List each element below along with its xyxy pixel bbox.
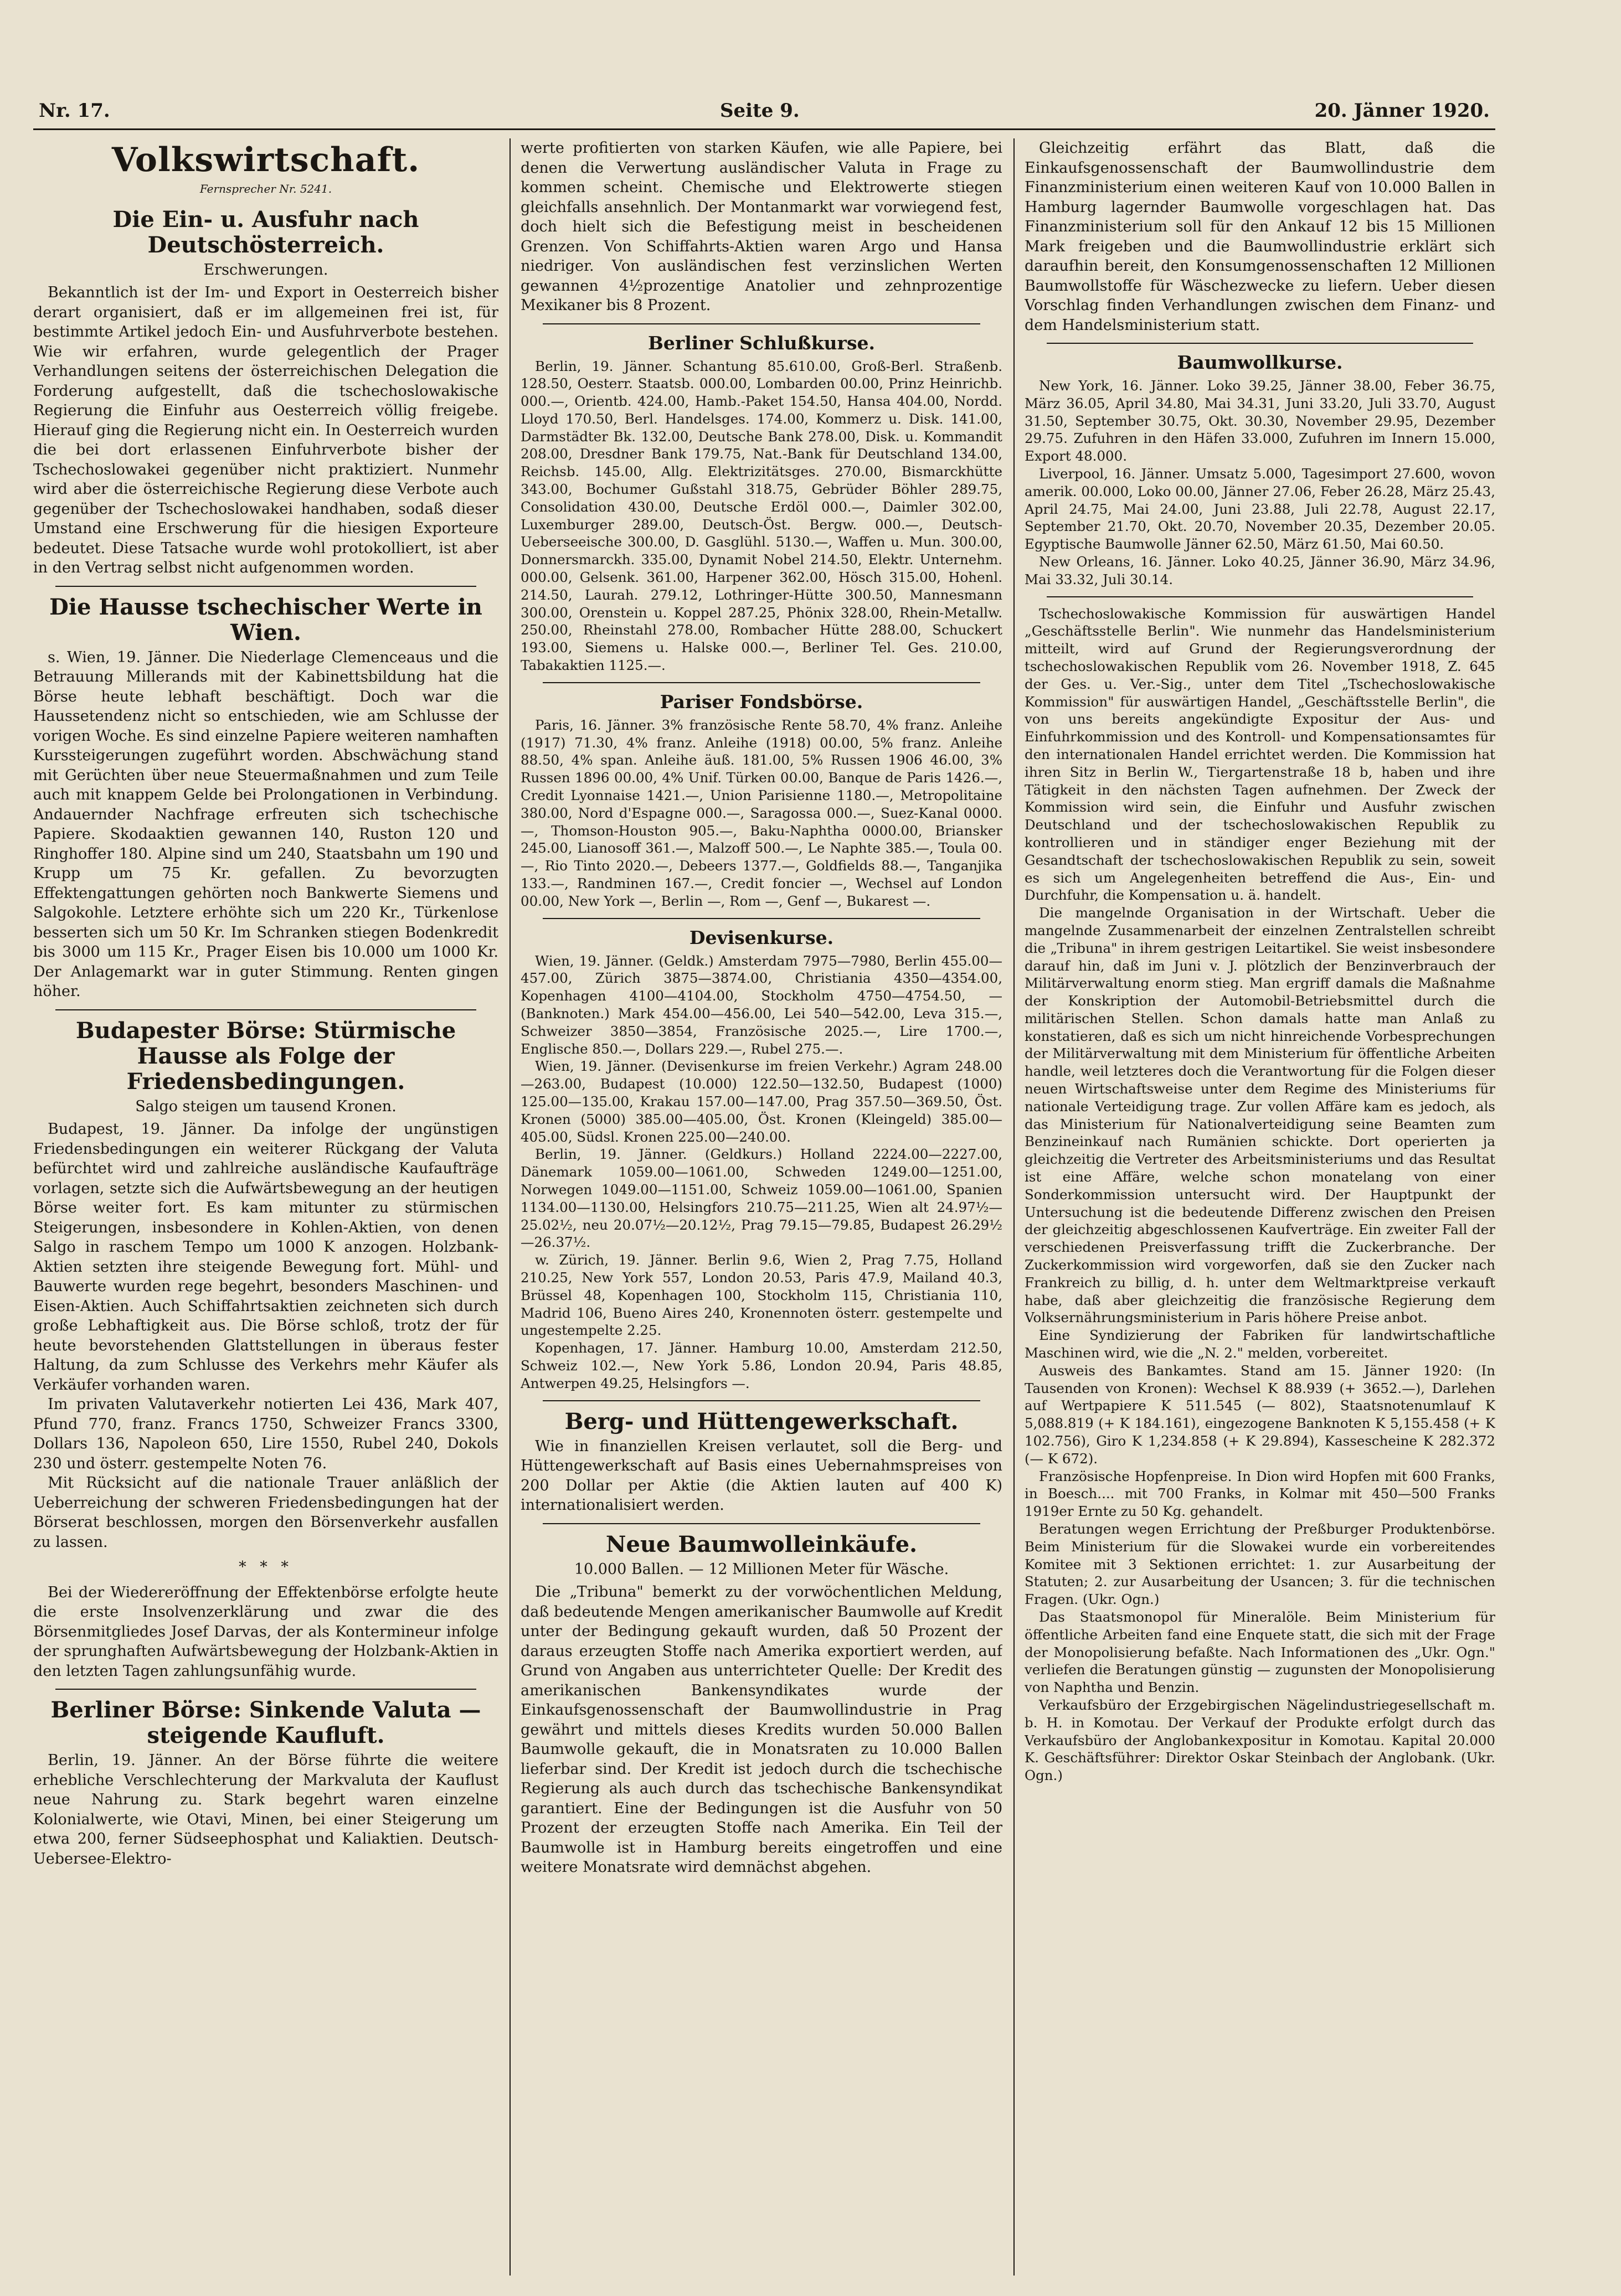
article-title: Pariser Fondsbörse. [660, 690, 863, 713]
article-text: Wie in finanziellen Kreisen verlautet, soll die Berg- und Hüttengewerkschaft auf Basis eines Uebernahmspreises von 200 Dollar per Aktie (die Aktien lauten auf 400 K) internationalisiert werden. [521, 1437, 1002, 1514]
article-text: werte profitierten von starken Käufen, wie alle Papiere, bei denen die Verwertung ausländischer Valuta in Frage zu kommen scheint. Chemische und Elektrowerte stiegen gleichfalls ansehnlich. Der Montanmarkt war vorwiegend fest, doch hielt sich die Befestigung meist in bescheidenen Grenzen. Von Schiffahrts-Aktien waren Argo und Hansa niedriger. Von ausländischen fest verzinslichen Werten gewannen 4½prozentige Anatolier und zehnprozentige Mexikaner bis 8 Prozent. [521, 140, 1002, 314]
article-text: s. Wien, 19. Jänner. Die Niederlage Clemenceaus und die Betrauung Millerands mit der Kabinettsbildung hat die Börse heute lebhaft beschäftigt. Doch war die Haussetendenz nicht so entschieden, wie am Schlusse der vorigen Woche. Es sind einzelne Papiere weiteren namhaften Kurssteigerungen zugeführt worden. Abschwächung stand mit Gerüchten über neue Steuermaßnahmen und zum Teile auch mit knappem Gelde bei Prolongationen in Verbindung. Andauernder Nachfrage erfreuten sich tschechische Papiere. Skodaaktien gewannen 140, Ruston 120 und Ringhoffer 180. Alpine sind um 240, Staatsbahn um 190 und Krupp um 75 Kr. gefallen. Zu bevorzugten Effektengattungen gehörten noch Bankwerte Siemens und Salgokohle. Letztere erhöhte sich um 220 Kr., Türkenlose besserten sich um 50 Kr. Im Schranken stiegen Bodenkredit bis 3000 um 115 Kr., Prager Eisen bis 10.000 um 1000 Kr. Der Anlagemarkt war in guter Stimmung. Renten gingen höher. [33, 648, 498, 1000]
divider [543, 1523, 980, 1524]
article-subtitle: Salgo steigen um tausend Kronen. [135, 1097, 397, 1115]
column-2 [521, 138, 1002, 2276]
article-text: Gleichzeitig erfährt das Blatt, daß die Einkaufsgenossenschaft der Baumwollindustrie dem Finanzministerium einen weiteren Kauf von 10.000 Ballen in Hamburg lagernder Baumwolle vorgeschlagen hat. Das Finanzministerium soll für den Ankauf 12 bis 15 Millionen Mark freigeben und die Baumwollindustrie erklärt sich daraufhin bereit, den Konsumgenossenschaften 12 Millionen Baumwollstoffe für Wäschezwecke zu liefern. Ueber diesen Vorschlag finden Verhandlungen zwischen dem Finanz- und dem Handelsministerium statt. [1025, 140, 1495, 334]
page-number: Seite 9. [720, 100, 800, 122]
article-title: Devisenkurse. [689, 926, 834, 948]
issue-date: 20. Jänner 1920. [1314, 100, 1490, 122]
article-text: Bekanntlich ist der Im- und Export in Oesterreich bisher derart organisiert, daß er im allgemeinen frei ist, für bestimmte Artikel jedoch Ein- und Ausfuhrverbote bestehen. Wie wir erfahren, wurde gelegentlich der Prager Verhandlungen seitens der österreichischen Delegation die Forderung aufgestellt, daß die tschechoslowakische Regierung die Einfuhr aus Oesterreich völlig freigebe. Hierauf ging die Regierung nicht ein. In Oesterreich wurden die bei dort erlassenen Einfuhrverbote bisher der Tschechoslowakei gegenüber nicht praktiziert. Nunmehr wird aber die österreichische Regierung diese Verbote auch gegenüber der Tschechoslowakei handhaben, sodaß dieser Umstand eine Erschwerung für die hiesigen Exporteure bedeutet. Diese Tatsache wurde wohl protokolliert, ist aber in den Vertrag selbst nicht aufgenommen worden. [33, 284, 498, 576]
article-title: Neue Baumwolleinkäufe. [605, 1531, 918, 1557]
article-text: Mit Rücksicht auf die nationale Trauer anläßlich der Ueberreichung der schweren Friedensbedingungen hat der Börserat beschlossen, morgen den Börsenverkehr ausfallen zu lassen. [33, 1474, 498, 1551]
divider [1047, 343, 1473, 344]
market-quotes: New Orleans, 16. Jänner. Loko 40.25, Jänner 36.90, März 34.96, Mai 33.32, Juli 30.14. [1025, 553, 1495, 587]
column-divider [1013, 138, 1015, 2276]
separator-stars: * * * [239, 1559, 293, 1576]
news-item: Eine Syndizierung der Fabriken für landwirtschaftliche Maschinen wird, wie die „N. 2." melden, vorbereitet. [1025, 1327, 1495, 1361]
news-item: Ausweis des Bankamtes. Stand am 15. Jänner 1920: (In Tausenden von Kronen): Wechsel K 88.939 (+ 3652.—), Darlehen auf Wertpapiere K 511.545 (— 802), Staatsnotenumlauf K 5,088.819 (+ K 184.161), eingezogene Banknoten K 5,155.458 (+ K 102.756), Giro K 1,234.858 (+ K 29.894), Kassescheine K 282.372 (— K 672). [1025, 1362, 1495, 1467]
news-item: Verkaufsbüro der Erzgebirgischen Nägelindustriegesellschaft m. b. H. in Komotau. Der Verkauf der Produkte erfolgt durch das Verkaufsbüro der Anglobankexpositur in Komotau. Kapital 20.000 K. Geschäftsführer: Direktor Oskar Steinbach der Anglobank. (Ukr. Ogn.) [1025, 1696, 1495, 1784]
article-text: Budapest, 19. Jänner. Da infolge der ungünstigen Friedensbedingungen ein weiterer Rückgang der Valuta befürchtet wird und zahlreiche ausländische Kaufaufträge vorlagen, setzte sich die Aufwärtsbewegung an der heutigen Börse weiter fort. Es kam mitunter zu stürmischen Steigerungen, insbesondere in Kohlen-Aktien, von denen Salgo in raschem Tempo um 1000 K anzogen. Holzbank-Aktien setzten ihre steigende Bewegung fort. Mühl- und Bauwerte wurden rege begehrt, besonders Maschinen- und Eisen-Aktien. Auch Schiffahrtsaktien zeichneten sich durch große Lebhaftigkeit aus. Die Börse schloß, trotz der für heute bevorstehenden Glattstellungen in überaus fester Haltung, da zum Schlusse des Verkehrs mehr Käufer als Verkäufer vorhanden waren. [33, 1121, 498, 1394]
article-title: Die Ein- u. Ausfuhr nach Deutschösterreich. [112, 206, 419, 258]
divider [543, 1400, 980, 1401]
market-quotes: Kopenhagen, 17. Jänner. Hamburg 10.00, Amsterdam 212.50, Schweiz 102.—, New York 5.86, London 20.94, Paris 48.85, Antwerpen 49.25, Helsingfors —. [521, 1340, 1002, 1391]
market-quotes: Wien, 19. Jänner. (Devisenkurse im freien Verkehr.) Agram 248.00—263.00, Budapest (10.000) 122.50—132.50, Budapest (1000) 125.00—135.00, Krakau 157.00—147.00, Prag 357.50—369.50, Öst. Kronen (5000) 385.00—405.00, Öst. Kronen (Kleingeld) 385.00—405.00, Südsl. Kronen 225.00—240.00. [521, 1058, 1002, 1145]
column-3 [1025, 138, 1495, 2276]
article-title: Berg- und Hüttengewerkschaft. [564, 1408, 959, 1435]
section-title: Volkswirtschaft. [111, 141, 420, 179]
news-item: Tschechoslowakische Kommission für auswärtigen Handel „Geschäftsstelle Berlin". Wie nunmehr das Handelsministerium mitteilt, wird auf Grund der Regierungsverordnung der tschechoslowakischen Republik vom 26. November 1918, Z. 645 der Ges. u. Ver.-Sig., unter dem Titel „Tschechoslowakische Kommission" für auswärtigen Handel, „Geschäftsstelle Berlin", die von uns bereits angekündigte Expositur der Aus- und Einfuhrkommission und des Kontroll- und Kompensationsamtes für den internationalen Handel errichtet werden. Die Kommission hat ihren Sitz in Berlin W., Tiergartenstraße 18 b, haben und ihre Tätigkeit in den nächsten Tagen aufnehmen. Der Zweck der Kommission wird sein, die Einfuhr und Ausfuhr zwischen Deutschland und der tschechoslowakischen Republik zu kontrollieren und in ständiger enger Beziehung mit der Gesandtschaft der tschechoslowakischen Republik zu sein, soweit es sich um Angelegenheiten betreffend die Aus-, Ein- und Durchfuhr, die Kompensation u. ä. handelt. [1025, 605, 1495, 904]
news-item: Das Staatsmonopol für Mineralöle. Beim Ministerium für öffentliche Arbeiten fand eine Enquete statt, die sich mit der Frage der Monopolisierung befaßte. Nach Informationen des „Ukr. Ogn." verliefen die Beratungen günstig — zugunsten der Monopolisierung von Naphtha und Benzin. [1025, 1608, 1495, 1696]
phone-note: Fernsprecher Nr. 5241. [199, 182, 332, 195]
market-quotes: New York, 16. Jänner. Loko 39.25, Jänner 38.00, Feber 36.75, März 36.05, April 34.80, Mai 34.31, Juni 33.20, Juli 33.70, August 31.50, September 30.75, Okt. 30.30, November 29.95, Dezember 29.75. Zufuhren in den Häfen 33.000, Zufuhren im Innern 15.000, Export 48.000. [1025, 378, 1495, 465]
news-item: Französische Hopfenpreise. In Dion wird Hopfen mit 600 Franks, in Boesch.... mit 700 Franks, in Kolmar mit 450—500 Franks 1919er Ernte zu 50 Kg. gehandelt. [1025, 1468, 1495, 1520]
article-text: Im privaten Valutaverkehr notierten Lei 436, Mark 407, Pfund 770, franz. Francs 1750, Schweizer Francs 3300, Dollars 136, Napoleon 650, Lire 1550, Rubel 240, Dokols 230 und österr. gestempelte Noten 76. [33, 1396, 498, 1472]
article-subtitle: 10.000 Ballen. — 12 Millionen Meter für Wäsche. [574, 1560, 949, 1578]
divider [1047, 596, 1473, 597]
market-quotes: Berlin, 19. Jänner. (Geldkurs.) Holland 2224.00—2227.00, Dänemark 1059.00—1061.00, Schweden 1249.00—1251.00, Norwegen 1049.00—1151.00, Schweiz 1059.00—1061.00, Spanien 1134.00—1130.00, Helsingfors 210.75—211.25, Wien alt 24.97½—25.02½, neu 20.07½—20.12½, Prag 79.15—79.85, Budapest 26.29½—26.37½. [521, 1146, 1002, 1251]
news-item: Beratungen wegen Errichtung der Preßburger Produktenbörse. Beim Ministerium für die Slowakei wurde ein vorbereitendes Komitee mit 3 Sektionen errichtet: 1. zur Ausarbeitung der Statuten; 2. zur Ausarbeitung der Usancen; 3. für die technischen Fragen. (Ukr. Ogn.) [1025, 1521, 1495, 1608]
market-quotes: Berlin, 19. Jänner. Schantung 85.610.00, Groß-Berl. Straßenb. 128.50, Oesterr. Staatsb. 000.00, Lombarden 00.00, Prinz Heinrichb. 000.—, Orientb. 424.00, Hamb.-Paket 154.50, Hansa 404.00, Nordd. Lloyd 170.50, Berl. Handelsges. 174.00, Kommerz u. Disk. 141.00, Darmstädter Bk. 132.00, Deutsche Bank 278.00, Disk. u. Kommandit 208.00, Dresdner Bank 179.75, Nat.-Bank für Deutschland 134.00, Reichsb. 145.00, Allg. Elektrizitätsges. 270.00, Bismarckhütte 343.00, Bochumer Gußstahl 318.75, Gebrüder Böhler 289.75, Consolidation 430.00, Deutsche Erdöl 000.—, Daimler 302.00, Luxemburger 289.00, Deutsch-Öst. Bergw. 000.—, Deutsch-Ueberseeische 300.00, D. Gasglühl. 5130.—, Waffen u. Mun. 300.00, Donnersmarckh. 335.00, Dynamit Nobel 214.50, Elektr. Unternehm. 000.00, Gelsenk. 361.00, Harpener 362.00, Hösch 315.00, Hohenl. 214.50, Laurah. 279.12, Lothringer-Hütte 300.50, Mannesmann 300.00, Orenstein u. Koppel 287.25, Phönix 328.00, Rhein-Metallw. 250.00, Rheinstahl 278.00, Rombacher Hütte 288.00, Schuckert 193.00, Siemens u. Halske 000.—, Berliner Tel. Ges. 210.00, Tabakaktien 1125.—. [521, 358, 1002, 674]
market-quotes: Paris, 16. Jänner. 3% französische Rente 58.70, 4% franz. Anleihe (1917) 71.30, 4% franz. Anleihe (1918) 00.00, 5% franz. Anleihe 88.50, 4% span. Anleihe äuß. 181.00, 5% Russen 1906 46.00, 3% Russen 1896 00.00, 4% Unif. Türken 00.00, Banque de Paris 1426.—, Credit Lyonnaise 1421.—, Union Parisienne 1180.—, Metropolitaine 380.00, Nord d'Espagne 000.—, Saragossa 000.—, Suez-Kanal 0000.—, Thomson-Houston 905.—, Baku-Naphtha 0000.00, Briansker 245.00, Lianosoff 361.—, Malzoff 500.—, Le Naphte 385.—, Toula 00.—, Rio Tinto 2020.—, Debeers 1377.—, Goldfields 88.—, Tanganjika 133.—, Randminen 167.—, Credit foncier —, Wechsel auf London 00.00, New York —, Berlin —, Rom —, Genf —, Bukarest —. [521, 716, 1002, 909]
divider [55, 586, 476, 587]
divider [55, 1009, 476, 1010]
column-divider [510, 138, 511, 2276]
news-item: Die mangelnde Organisation in der Wirtschaft. Ueber die mangelnde Zusammenarbeit der einzelnen Zentralstellen schreibt die „Tribuna" in ihrem gestrigen Leitartikel. Sie weist insbesondere darauf hin, daß im Juni v. J. plötzlich der Benzinverbrauch der Militärverwaltung enorm stieg. Man ergriff damals die Maßnahme der Konskription der Automobil-Betriebsmittel durch die militärischen Stellen. Schon damals hatte man Anlaß zu konstatieren, daß es sich um nicht hinreichende Vorbesprechungen der Militärverwaltung mit dem Ministerium für öffentliche Arbeiten handle, weil letzteres doch die Verantwortung für die Folgen dieser neuen Wirtschaftsweise unter dem Regime des Ministeriums für nationale Verteidigung trage. Zur vollen Affäre kam es jedoch, als das Ministerium für Nationalverteidigung seine Beamten zum Benzineinkauf nach Rumänien schickte. Dort operierten ja gleichzeitig die Vertreter des Arbeitsministeriums und das Resultat ist eine Affäre, welche schon monatelang von einer Sonderkommission untersucht wird. Der Hauptpunkt der Untersuchung ist die bedeutende Differenz zwischen den Preisen der gleichzeitig abgeschlossenen Kaufverträge. Ein zweiter Fall der verschiedenen Preisverfassung trifft die Zuckerbranche. Der Zuckerkommission wird vorgeworfen, daß sie den Zucker nach Frankreich zu billig, d. h. unter dem Weltmarktpreise verkauft habe, daß aber gleichzeitig die französische Regierung dem Volksernährungsministerium in Paris höhere Preise anbot. [1025, 905, 1495, 1326]
article-text: Berlin, 19. Jänner. An der Börse führte die weitere erhebliche Verschlechterung der Markvaluta der Kauflust neue Nahrung zu. Stark begehrt waren einzelne Kolonialwerte, wie Otavi, Minen, bei einer Steigerung um etwa 200, ferner Südseephosphat und Kaliaktien. Deutsch-Uebersee-Elektro- [33, 1752, 498, 1867]
newspaper-page [33, 89, 1495, 2281]
article-title: Berliner Schlußkurse. [647, 332, 876, 354]
divider [543, 682, 980, 683]
article-title: Baumwollkurse. [1177, 352, 1343, 373]
article-text: Bei der Wiedereröffnung der Effektenbörse erfolgte heute die erste Insolvenzerklärung und zwar die des Börsenmitgliedes Josef Darvas, der als Kontermineur infolge der sprunghaften Aufwärtsbewegung der Holzbank-Aktien in den letzten Tagen zahlungsunfähig wurde. [33, 1583, 498, 1680]
column-1 [33, 138, 498, 2276]
divider [543, 323, 980, 324]
divider [55, 1689, 476, 1690]
issue-number: Nr. 17. [39, 100, 110, 122]
market-quotes: w. Zürich, 19. Jänner. Berlin 9.6, Wien 2, Prag 7.75, Holland 210.25, New York 557, London 20.53, Paris 47.9, Mailand 40.3, Brüssel 48, Kopenhagen 100, Stockholm 115, Christiania 110, Madrid 106, Bueno Aires 240, Kronennoten österr. gestempelte und ungestempelte 2.25. [521, 1252, 1002, 1339]
article-text: Die „Tribuna" bemerkt zu der vorwöchentlichen Meldung, daß bedeutende Mengen amerikanischer Baumwolle auf Kredit unter der Bedingung gekauft wurden, daß 50 Prozent der daraus erzeugten Stoffe nach Amerika exportiert werden, auf Grund von Angaben aus unterrichteter Quelle: Der Kredit des amerikanischen Bankensyndikates wurde der Einkaufsgenossenschaft der Baumwollindustrie in Prag gewährt und mittels dieses Kredits wurden 50.000 Ballen Baumwolle gekauft, die in Monatsraten zu 10.000 Ballen lieferbar sind. Der Kredit ist jedoch durch die tschechische Regierung als auch durch das tschechische Bankensyndikat garantiert. Eine der Bedingungen ist die Ausfuhr von 50 Prozent der erzeugten Stoffe nach Amerika. Ein Teil der Baumwolle ist in Hamburg bereits eingetroffen und eine weitere Monatsrate wird demnächst abgehen. [521, 1583, 1002, 1876]
market-quotes: Wien, 19. Jänner. (Geldk.) Amsterdam 7975—7980, Berlin 455.00—457.00, Zürich 3875—3874.00, Christiania 4350—4354.00, Kopenhagen 4100—4104.00, Stockholm 4750—4754.50, — (Banknoten.) Mark 454.00—456.00, Lei 540—542.00, Leva 315.—, Schweizer 3850—3854, Französische 2025.—, Lire 1700.—, Englische 850.—, Dollars 229.—, Rubel 275.—. [521, 952, 1002, 1057]
market-quotes: Liverpool, 16. Jänner. Umsatz 5.000, Tagesimport 27.600, wovon amerik. 00.000, Loko 00.00, Jänner 27.06, Feber 26.28, März 25.43, April 24.75, Mai 24.00, Juni 23.88, Juli 22.78, August 22.17, September 21.70, Okt. 20.70, November 20.35, Dezember 20.05. Egyptische Baumwolle Jänner 62.50, März 61.50, Mai 60.50. [1025, 465, 1495, 553]
divider [543, 918, 980, 919]
page-header [33, 89, 1495, 127]
article-subtitle: Erschwerungen. [203, 261, 328, 278]
article-title: Budapester Börse: Stürmische Hausse als Folge der Friedensbedingungen. [75, 1017, 456, 1095]
article-title: Die Hausse tschechischer Werte in Wien. [49, 594, 482, 646]
header-rule [33, 128, 1495, 130]
article-title: Berliner Börse: Sinkende Valuta — steigende Kaufluft. [50, 1697, 481, 1748]
